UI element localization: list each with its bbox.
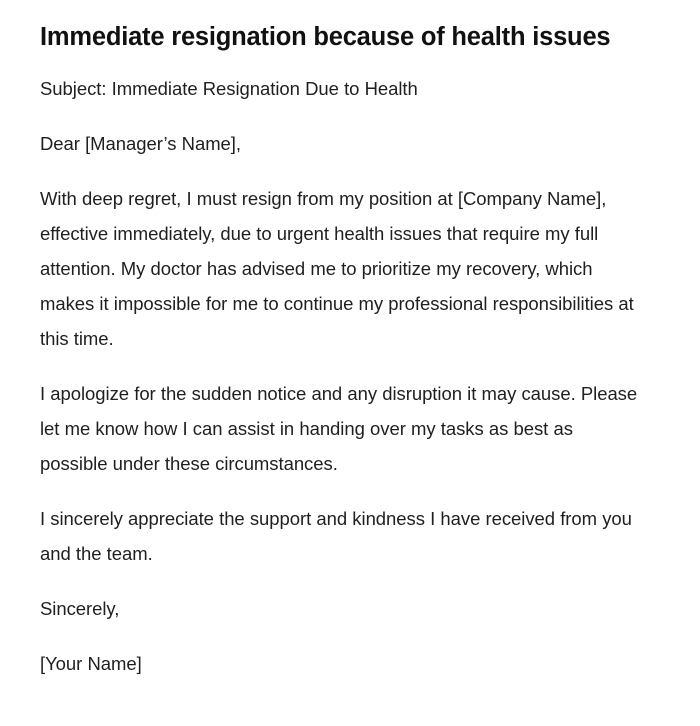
signature: [Your Name] [40,653,142,674]
subject-line: Subject: Immediate Resignation Due to Health [40,78,418,99]
salutation: Dear [Manager’s Name], [40,133,241,154]
body-paragraph-1: With deep regret, I must resign from my position at [Company Name], effective immediately, due to urgent health issues that require my full attention. My doctor has advised me to prioritize my recovery, which makes it impossible for me to continue my professional responsibilities at this time. [40,188,634,349]
closing: Sincerely, [40,598,120,619]
body-paragraph-2: I apologize for the sudden notice and any disruption it may cause. Please let me know how I can assist in handing over my tasks as best as possible under these circumstances. [40,383,638,474]
body-paragraph-3: I sincerely appreciate the support and kindness I have received from you and the team. [40,508,632,564]
page-title: Immediate resignation because of health issues [40,23,611,51]
letter-body [40,71,640,681]
